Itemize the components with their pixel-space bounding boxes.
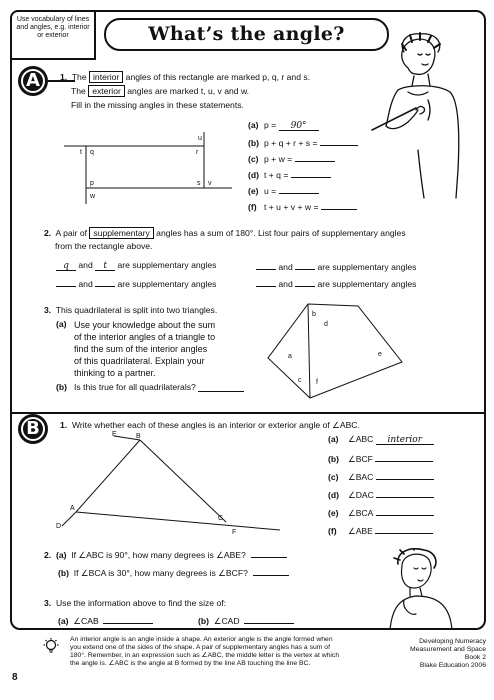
label-D: D xyxy=(56,523,62,530)
q2-line2: from the rectangle above. xyxy=(55,241,153,251)
b3-text: Use the information above to find the size of: xyxy=(55,598,227,608)
item-d xyxy=(328,488,468,506)
b3b-answer-field[interactable] xyxy=(244,614,294,624)
answer-field[interactable] xyxy=(376,506,434,516)
b3a-text: ∠CAB xyxy=(73,616,99,626)
question-number: 3. xyxy=(44,598,52,608)
b2b-answer-field[interactable] xyxy=(253,566,289,576)
tip-text: An interior angle is an angle inside a shape. An exterior angle is the angle formed when you extend one of the sides of the shape. A pair of supplementary angles has a sum of 180°. Remember, in an expression such as ∠ABC, the middle letter is the vertex at which the angle is. ∠ABC is the angle at B formed by the line AB touching the line BC. xyxy=(70,636,340,668)
statement-label: (a) xyxy=(248,120,259,130)
statement-label: (d) xyxy=(248,170,259,180)
keyword-exterior: exterior xyxy=(88,85,125,97)
answer-field[interactable] xyxy=(376,435,434,445)
label-d: d xyxy=(324,321,328,328)
answer-field[interactable] xyxy=(279,184,319,194)
item-a xyxy=(328,434,468,452)
angle-items xyxy=(328,434,468,542)
statement-text: p = xyxy=(264,120,277,130)
q3a-line: Use your knowledge about the sum xyxy=(74,320,216,330)
b2a-label: (a) xyxy=(55,550,67,560)
statement-text: u = xyxy=(264,186,277,196)
statement-c xyxy=(248,152,378,168)
item-label: (d) xyxy=(328,490,339,500)
answer-text: interior xyxy=(387,435,423,445)
question-number: 2. xyxy=(44,228,52,238)
pair-field-first[interactable] xyxy=(56,261,76,271)
q1-line2-pre: The xyxy=(71,86,86,96)
item-e xyxy=(328,506,468,524)
label-u: u xyxy=(198,135,202,142)
pair-field-second[interactable] xyxy=(295,260,315,270)
b3a-answer-field[interactable] xyxy=(103,614,153,624)
statement-d xyxy=(248,168,378,184)
credit-line: Measurement and Space xyxy=(410,646,486,654)
q3a-line: find the sum of the interior angles xyxy=(74,344,208,354)
pair-suffix: are supplementary angles xyxy=(317,262,417,272)
question-a1 xyxy=(60,72,370,114)
answer-text: t xyxy=(103,261,107,271)
answer-text: 90° xyxy=(290,121,307,131)
question-number: 1. xyxy=(60,72,68,82)
question-b2 xyxy=(44,548,344,584)
q2-post: angles has a sum of 180°. List four pairs of supplementary angles xyxy=(156,228,406,238)
answer-field[interactable] xyxy=(376,488,434,498)
statement-label: (e) xyxy=(248,186,259,196)
pair-field-second[interactable] xyxy=(95,277,115,287)
label-c: c xyxy=(298,377,302,384)
question-number: 2. xyxy=(44,550,52,560)
label-v: v xyxy=(208,180,212,187)
answer-field[interactable] xyxy=(321,200,357,210)
pair-row-3 xyxy=(56,277,256,290)
label-q: q xyxy=(90,149,94,156)
label-B: B xyxy=(136,433,141,440)
section-a-letter: A xyxy=(21,69,45,93)
lightbulb-icon xyxy=(42,638,60,656)
title-text: What’s the angle? xyxy=(148,22,345,45)
label-C: C xyxy=(218,515,224,522)
statement-b xyxy=(248,136,378,152)
q3a-line: of the interior angles of a triangle to xyxy=(74,332,216,342)
answer-field[interactable] xyxy=(375,452,433,462)
pair-suffix: are supplementary angles xyxy=(117,279,217,289)
rectangle-shape xyxy=(86,146,204,188)
item-label: (e) xyxy=(328,508,339,518)
label-F: F xyxy=(232,529,237,536)
rectangle-angle-diagram xyxy=(60,128,240,208)
statement-text: t + u + v + w = xyxy=(264,202,319,212)
q2-pre: A pair of xyxy=(55,228,88,238)
b3b-label: (b) xyxy=(198,616,209,626)
q1-instruction: Fill in the missing angles in these statements. xyxy=(71,100,244,110)
b2b-label: (b) xyxy=(58,568,69,578)
item-label: (b) xyxy=(328,454,339,464)
pair-row-1 xyxy=(56,260,256,271)
item-c xyxy=(328,470,468,488)
answer-field[interactable] xyxy=(279,121,319,131)
credit-line: Book 2 xyxy=(464,654,486,662)
publisher-credit xyxy=(392,638,486,671)
line-bc xyxy=(140,440,226,522)
and-word: and xyxy=(278,262,293,272)
line-acf xyxy=(76,512,280,530)
question-a2 xyxy=(44,228,444,254)
q3b-answer-field[interactable] xyxy=(198,382,244,392)
item-label: (c) xyxy=(328,472,339,482)
statement-list xyxy=(248,120,378,216)
pair-field-first[interactable] xyxy=(56,277,76,287)
keyword-interior: interior xyxy=(89,71,123,83)
item-text: ∠BCF xyxy=(348,454,373,464)
answer-field[interactable] xyxy=(320,136,358,146)
girl-writing-illustration xyxy=(368,30,468,200)
statement-text: p + w = xyxy=(264,154,293,164)
item-b xyxy=(328,452,468,470)
pair-field-second[interactable] xyxy=(95,261,115,271)
diagonal-line xyxy=(308,304,310,398)
statement-text: t + q = xyxy=(264,170,289,180)
section-divider xyxy=(10,412,486,414)
label-b: b xyxy=(312,311,316,318)
item-label: (a) xyxy=(328,434,339,444)
pair-field-first[interactable] xyxy=(256,277,276,287)
question-b3 xyxy=(44,598,344,630)
item-text: ∠BAC xyxy=(348,472,374,482)
b2a-answer-field[interactable] xyxy=(251,548,287,558)
label-r: r xyxy=(196,149,199,156)
item-text: ∠BCA xyxy=(348,508,374,518)
q3a-line: of this quadrilateral. Explain your xyxy=(74,356,205,366)
label-t: t xyxy=(80,149,82,156)
item-text: ∠ABC xyxy=(348,434,374,444)
learning-objective xyxy=(10,10,96,60)
label-p: p xyxy=(90,180,94,187)
label-a: a xyxy=(288,353,292,360)
pair-suffix: are supplementary angles xyxy=(117,260,217,270)
girl-thinking-illustration xyxy=(380,548,480,630)
and-word: and xyxy=(278,279,293,289)
answer-field[interactable] xyxy=(295,152,335,162)
pair-row-4 xyxy=(256,277,456,290)
q3b-text: Is this true for all quadrilaterals? xyxy=(74,382,196,392)
line-ad xyxy=(62,512,76,526)
section-b-badge xyxy=(18,414,48,444)
label-A: A xyxy=(70,505,75,512)
b3b-text: ∠CAD xyxy=(213,616,240,626)
line-ba xyxy=(76,440,140,512)
item-label: (f) xyxy=(328,526,337,536)
and-word: and xyxy=(78,260,93,270)
question-a3 xyxy=(44,305,274,393)
answer-field[interactable] xyxy=(376,470,434,480)
q1-line1-post: angles of this rectangle are marked p, q, r and s. xyxy=(125,72,311,82)
statement-f xyxy=(248,200,378,216)
b1-text: Write whether each of these angles is an interior or exterior angle of ∠ABC. xyxy=(71,420,360,430)
statement-a xyxy=(248,120,378,136)
statement-label: (b) xyxy=(248,138,259,148)
triangle-diagram xyxy=(52,430,282,540)
label-w: w xyxy=(90,193,96,200)
pair-field-second[interactable] xyxy=(295,277,315,287)
statement-e xyxy=(248,184,378,200)
q1-line2-post: angles are marked t, u, v and w. xyxy=(127,86,250,96)
pair-row-2 xyxy=(256,260,456,273)
objective-text: Use vocabulary of lines and angles, e.g. interior or exterior xyxy=(16,16,90,40)
label-e: e xyxy=(378,351,382,358)
b2a-text: If ∠ABC is 90°, how many degrees is ∠ABE? xyxy=(71,550,246,560)
pair-suffix: are supplementary angles xyxy=(317,279,417,289)
item-text: ∠DAC xyxy=(348,490,374,500)
statement-label: (c) xyxy=(248,154,259,164)
q3a-label: (a) xyxy=(56,319,67,329)
b2b-text: If ∠BCA is 30°, how many degrees is ∠BCF? xyxy=(73,568,248,578)
section-a-badge xyxy=(18,66,48,96)
question-number: 3. xyxy=(44,305,52,315)
label-f: f xyxy=(316,379,318,386)
statement-text: p + q + r + s = xyxy=(264,138,318,148)
q3a-line: thinking to a partner. xyxy=(74,368,156,378)
q3-intro: This quadrilateral is split into two triangles. xyxy=(55,305,218,315)
statement-label: (f) xyxy=(248,202,257,212)
credit-line: Developing Numeracy xyxy=(419,638,486,645)
item-text: ∠ABE xyxy=(348,526,373,536)
label-E: E xyxy=(112,431,117,438)
label-s: s xyxy=(197,180,201,187)
section-b-letter: B xyxy=(21,417,45,441)
answer-text: q xyxy=(63,261,69,271)
question-number: 1. xyxy=(60,420,68,430)
keyword-supplementary: supplementary xyxy=(89,227,153,239)
page-number: 8 xyxy=(12,672,18,683)
credit-line: Blake Education 2006 xyxy=(419,662,486,670)
item-f xyxy=(328,524,468,542)
page-title xyxy=(104,18,389,51)
and-word: and xyxy=(78,279,93,289)
answer-field[interactable] xyxy=(291,168,331,178)
b3a-label: (a) xyxy=(58,616,69,626)
answer-field[interactable] xyxy=(375,524,433,534)
pair-field-first[interactable] xyxy=(256,260,276,270)
q3b-label: (b) xyxy=(56,382,67,392)
quadrilateral-diagram xyxy=(262,300,412,400)
q1-line1-pre: The xyxy=(71,72,87,82)
